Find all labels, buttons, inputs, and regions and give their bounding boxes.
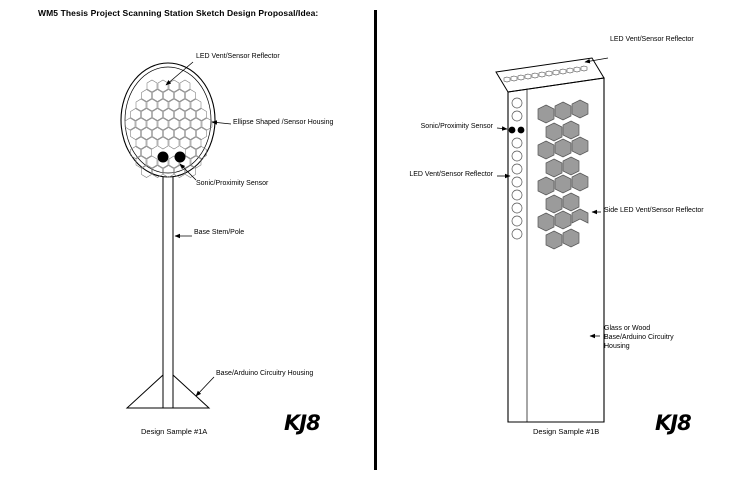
left-base-housing [127, 375, 209, 408]
leader-led-vent-top-right [585, 58, 608, 62]
left-head-group [121, 63, 215, 177]
panel-divider [374, 10, 377, 470]
label-glass-base: Glass or Wood Base/Arduino Circuitry Housing [604, 325, 674, 350]
signature-left: KJ8 [284, 411, 320, 435]
right-left-vent-circles [512, 98, 522, 239]
label-sonic-sensor-left: Sonic/Proximity Sensor [196, 180, 269, 187]
leader-base-housing [196, 377, 214, 396]
right-top-vents [504, 66, 587, 82]
caption-design-1b: Design Sample #1B [533, 427, 600, 436]
label-led-vent-top-right: LED Vent/Sensor Reflector [610, 36, 694, 43]
leader-led-vent-left [166, 62, 193, 85]
label-base-housing: Base/Arduino Circuitry Housing [216, 370, 314, 377]
leader-sonic-sensor-right [497, 128, 507, 129]
right-hexagon-panel [538, 100, 588, 249]
left-honeycomb [125, 80, 212, 178]
label-ellipse-housing: Ellipse Shaped /Sensor Housing [233, 119, 334, 126]
label-led-vent-left: LED Vent/Sensor Reflector [196, 53, 280, 60]
leader-ellipse-housing [212, 122, 231, 124]
left-sonic-sensor-dots [158, 152, 186, 163]
left-base-stem [163, 177, 173, 375]
right-sonic-sensor-dots [509, 127, 525, 134]
right-slab-group [496, 58, 604, 422]
label-base-stem: Base Stem/Pole [194, 229, 245, 236]
page-title: WM5 Thesis Project Scanning Station Sketch Design Proposal/Idea: [38, 8, 319, 18]
label-sonic-sensor-right: Sonic/Proximity Sensor [420, 123, 493, 130]
leader-sonic-sensor-left [180, 164, 196, 180]
caption-design-1a: Design Sample #1A [141, 427, 208, 436]
label-led-vent-left-right: LED Vent/Sensor Reflector [409, 171, 493, 178]
signature-right: KJ8 [655, 411, 691, 435]
label-side-led-vent: Side LED Vent/Sensor Reflector [604, 207, 704, 214]
